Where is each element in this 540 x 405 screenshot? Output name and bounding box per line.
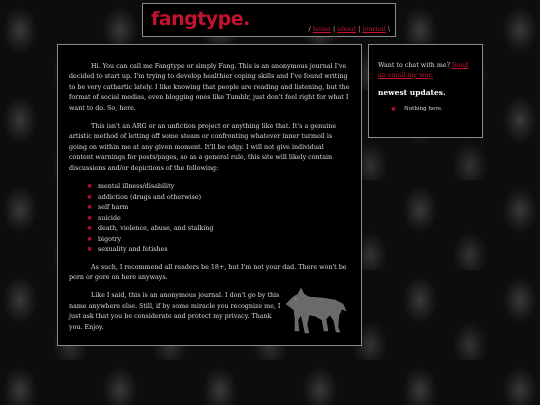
updates-heading: newest updates. <box>378 88 446 98</box>
warning-label: mental illness/disability <box>98 183 175 191</box>
update-item <box>391 105 472 115</box>
warning-label: self harm <box>98 204 129 212</box>
wolf-illustration <box>283 285 349 335</box>
nav-open-slash: / <box>308 25 311 33</box>
x-bullet-icon: ✖ <box>87 246 93 254</box>
site-logo[interactable]: fangtype. <box>151 8 250 30</box>
chat-text: Want to chat with me? <box>378 62 453 69</box>
warning-label: suicide <box>98 214 121 222</box>
site-header <box>142 3 396 37</box>
sidebar-panel <box>368 44 483 138</box>
list-item <box>87 245 350 256</box>
x-bullet-icon: ✖ <box>87 183 93 191</box>
list-item <box>87 214 350 225</box>
x-bullet-icon: ✖ <box>87 214 93 222</box>
disclaimer-paragraph: This isn't an ARG or an unfiction project or anything like that. It's a genuine artistic method of letting off some steam or confronting whatever inner turmoil is going on within me at any given moment. It'll be edgy. I will not give individual content warnings for posts/pages, so as a general rule, this site will likely contain discussions and/or depictions of the following: <box>69 123 337 172</box>
main-content-panel <box>57 44 362 346</box>
list-item <box>87 224 350 235</box>
list-item <box>87 235 350 246</box>
x-bullet-icon: ✖ <box>87 235 93 243</box>
top-nav <box>308 25 390 33</box>
list-item <box>87 182 350 193</box>
x-bullet-icon: ✖ <box>87 225 93 233</box>
nav-close-slash: \ <box>387 25 390 33</box>
warning-label: addiction (drugs and otherwise) <box>98 193 202 201</box>
privacy-paragraph: Like I said, this is an anonymous journal. I don't go by this name anywhere else. Still, if by some miracle you recognize me, I just ask that you be considerate and protect my privacy. Thank you. Enjoy. <box>69 292 281 331</box>
content-warning-list <box>87 182 350 256</box>
nav-link-about[interactable]: about <box>337 25 356 33</box>
x-bullet-icon: ✖ <box>391 105 397 113</box>
nav-link-journal[interactable]: journal <box>362 25 386 33</box>
intro-paragraph: Hi. You can call me Fangtype or simply Fang. This is an anonymous journal I've decided to start up. I'm trying to develop healthier coping skills and I've found writing to be very cathartic lately. I like knowing that people are reading and listening, but the format of social medias, even blogging ones like Tumblr, just don't feel right for what I want to do. So, here. <box>69 63 350 112</box>
chat-invite <box>378 61 472 80</box>
nav-separator: | <box>358 25 361 33</box>
update-text: Nothing here. <box>404 105 443 112</box>
x-bullet-icon: ✖ <box>87 204 93 212</box>
list-item <box>87 193 350 204</box>
nav-link-home[interactable]: home <box>312 25 331 33</box>
warning-label: death, violence, abuse, and stalking <box>98 225 214 233</box>
nav-separator: | <box>332 25 336 33</box>
warning-label: sexuality and fetishes <box>98 246 168 254</box>
x-bullet-icon: ✖ <box>87 193 93 201</box>
warning-label: bigotry <box>98 235 122 243</box>
age-notice-paragraph: As such, I recommend all readers be 18+, but I'm not your dad. There won't be porn or gore on here anyways. <box>69 263 347 281</box>
email-link[interactable]: Send an email my way. <box>378 62 469 79</box>
list-item <box>87 203 350 214</box>
